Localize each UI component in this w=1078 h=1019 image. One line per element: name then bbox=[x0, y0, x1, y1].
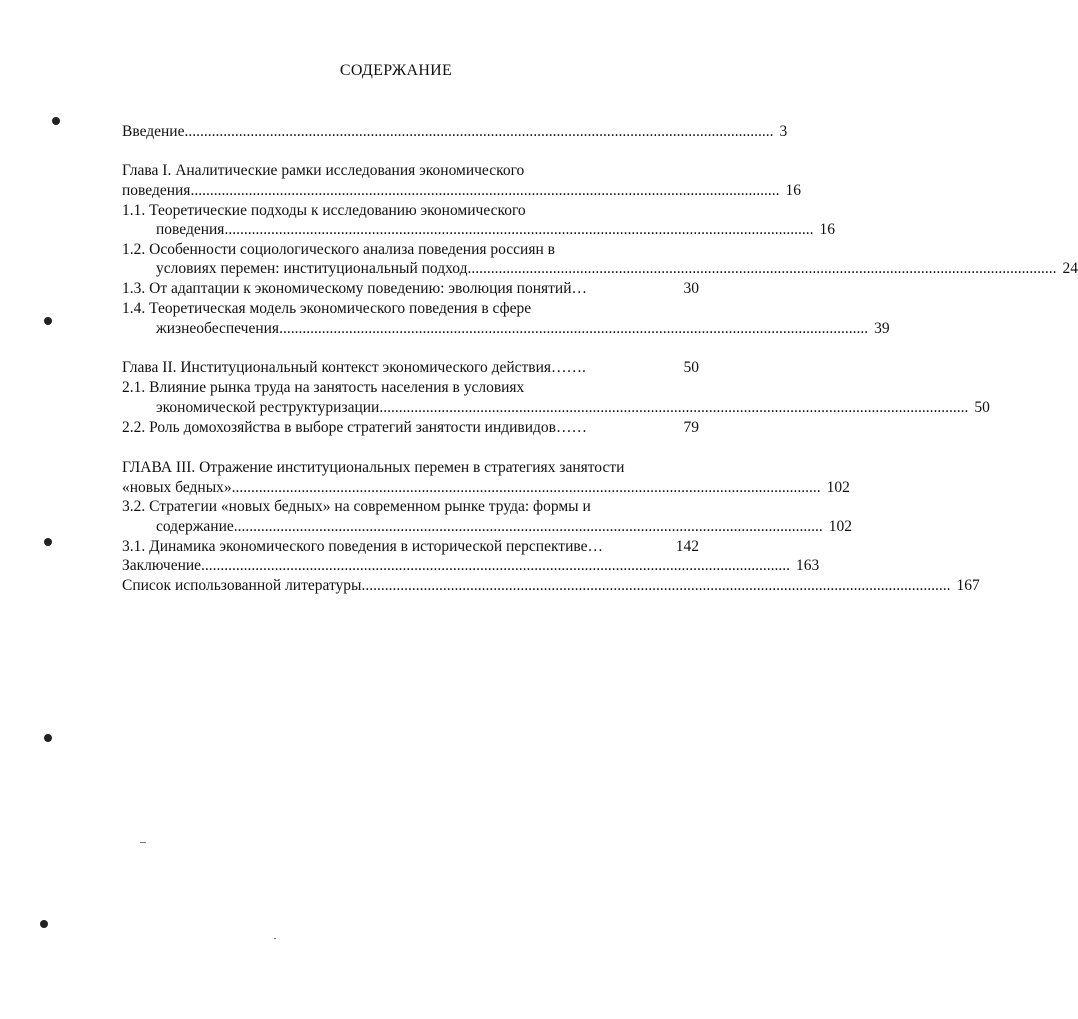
binder-hole-mark bbox=[44, 538, 52, 546]
toc-entry-text: экономической реструктуризации bbox=[156, 399, 380, 416]
toc-entry-page: 50 bbox=[683, 359, 699, 376]
toc-entry-text: 3.2. Стратегии «новых бедных» на современном рынке труда: формы и bbox=[122, 498, 591, 515]
toc-entry-text: поведения bbox=[156, 221, 225, 238]
toc-entry-page: 30 bbox=[683, 280, 699, 297]
toc-leader: ........................................................................................................................................................ bbox=[279, 320, 869, 337]
toc-entry-3-2 bbox=[122, 497, 699, 517]
toc-leader: ........................................................................................................................................................ bbox=[379, 399, 969, 416]
toc-entry-conclusion bbox=[122, 556, 820, 576]
toc-entry-introduction bbox=[122, 122, 788, 142]
toc-entry-3-1 bbox=[122, 537, 699, 557]
toc-leader: ........................................................................................................................................................ bbox=[190, 182, 780, 199]
toc-entry-text: 1.4. Теоретическая модель экономического поведения в сфере bbox=[122, 300, 532, 317]
toc-leader: ........................................................................................................................................................ bbox=[361, 577, 951, 594]
toc-entry-text: поведения bbox=[122, 182, 191, 199]
toc-leader: ........................................................................................................................................................ bbox=[224, 221, 814, 238]
toc-entry-1-2 bbox=[122, 240, 699, 260]
binder-hole-mark bbox=[44, 734, 52, 742]
toc-entry-1-1 bbox=[122, 201, 699, 221]
toc-entry-text: условиях перемен: институциональный подход bbox=[156, 260, 468, 277]
toc-entry-1-1-cont bbox=[156, 220, 835, 240]
binder-hole-mark bbox=[52, 117, 60, 125]
toc-entry-3-2-cont bbox=[156, 517, 853, 537]
toc-leader: ........................................................................................................................................................ bbox=[231, 479, 821, 496]
toc-entry-1-2-cont bbox=[156, 259, 1078, 279]
toc-entry-page: 24 bbox=[1062, 260, 1078, 277]
toc-entry-text: ГЛАВА III. Отражение институциональных перемен в стратегиях занятости bbox=[122, 459, 625, 476]
toc-entry-page: 79 bbox=[683, 419, 699, 436]
toc-entry-2-1 bbox=[122, 378, 699, 398]
toc-entry-bibliography bbox=[122, 576, 980, 596]
toc-leader: ........................................................................................................................................................ bbox=[467, 260, 1057, 277]
toc-leader: ........................................................................................................................................................ bbox=[201, 557, 791, 574]
toc-entry-text: 2.1. Влияние рынка труда на занятость населения в условиях bbox=[122, 379, 525, 396]
toc-entry-text: Глава I. Аналитические рамки исследования экономического bbox=[122, 162, 525, 179]
toc-entry-page: 102 bbox=[826, 479, 850, 496]
scan-speck bbox=[140, 842, 146, 843]
toc-entry-page: 50 bbox=[974, 399, 990, 416]
binder-hole-mark bbox=[40, 920, 48, 928]
toc-entry-page: 3 bbox=[779, 123, 788, 140]
toc-entry-chapter-3 bbox=[122, 458, 699, 478]
toc-entry-text: «новых бедных» bbox=[122, 479, 232, 496]
toc-entry-page: 163 bbox=[796, 557, 820, 574]
toc-entry-text: 3.1. Динамика экономического поведения в исторической перспективе… bbox=[122, 538, 603, 555]
toc-entry-1-4-cont bbox=[156, 319, 890, 339]
toc-entry-chapter-1-cont bbox=[122, 181, 801, 201]
toc-entry-text: 1.3. От адаптации к экономическому поведению: эволюция понятий… bbox=[122, 280, 587, 297]
toc-entry-text: Заключение bbox=[122, 557, 202, 574]
toc-entry-chapter-1 bbox=[122, 161, 699, 181]
toc-entry-text: содержание bbox=[156, 518, 234, 535]
toc-entry-1-3 bbox=[122, 279, 699, 299]
toc-entry-text: 2.2. Роль домохозяйства в выборе стратегий занятости индивидов…… bbox=[122, 419, 587, 436]
binder-hole-mark bbox=[44, 317, 52, 325]
toc-entry-1-4 bbox=[122, 299, 699, 319]
toc-entry-chapter-3-cont bbox=[122, 478, 850, 498]
toc-entry-chapter-2 bbox=[122, 358, 699, 378]
toc-entry-page: 167 bbox=[956, 577, 980, 594]
toc-entry-2-2 bbox=[122, 418, 699, 438]
toc-entry-text: Введение bbox=[122, 123, 185, 140]
toc-entry-text: 1.2. Особенности социологического анализа поведения россиян в bbox=[122, 241, 555, 258]
toc-entry-page: 16 bbox=[785, 182, 801, 199]
toc-entry-page: 142 bbox=[675, 538, 699, 555]
page-title: СОДЕРЖАНИЕ bbox=[339, 62, 453, 79]
toc-leader: ........................................................................................................................................................ bbox=[184, 123, 774, 140]
toc-entry-text: Глава II. Институциональный контекст экономического действия……. bbox=[122, 359, 586, 376]
toc-entry-page: 16 bbox=[819, 221, 835, 238]
toc-entry-text: 1.1. Теоретические подходы к исследованию экономического bbox=[122, 202, 526, 219]
toc-leader: ........................................................................................................................................................ bbox=[233, 518, 823, 535]
toc-entry-page: 39 bbox=[874, 320, 890, 337]
scan-speck bbox=[274, 938, 276, 939]
toc-entry-page: 102 bbox=[828, 518, 853, 535]
toc-entry-text: Список использованной литературы bbox=[122, 577, 362, 594]
toc-entry-2-1-cont bbox=[156, 398, 990, 418]
toc-entry-text: жизнеобеспечения bbox=[156, 320, 280, 337]
